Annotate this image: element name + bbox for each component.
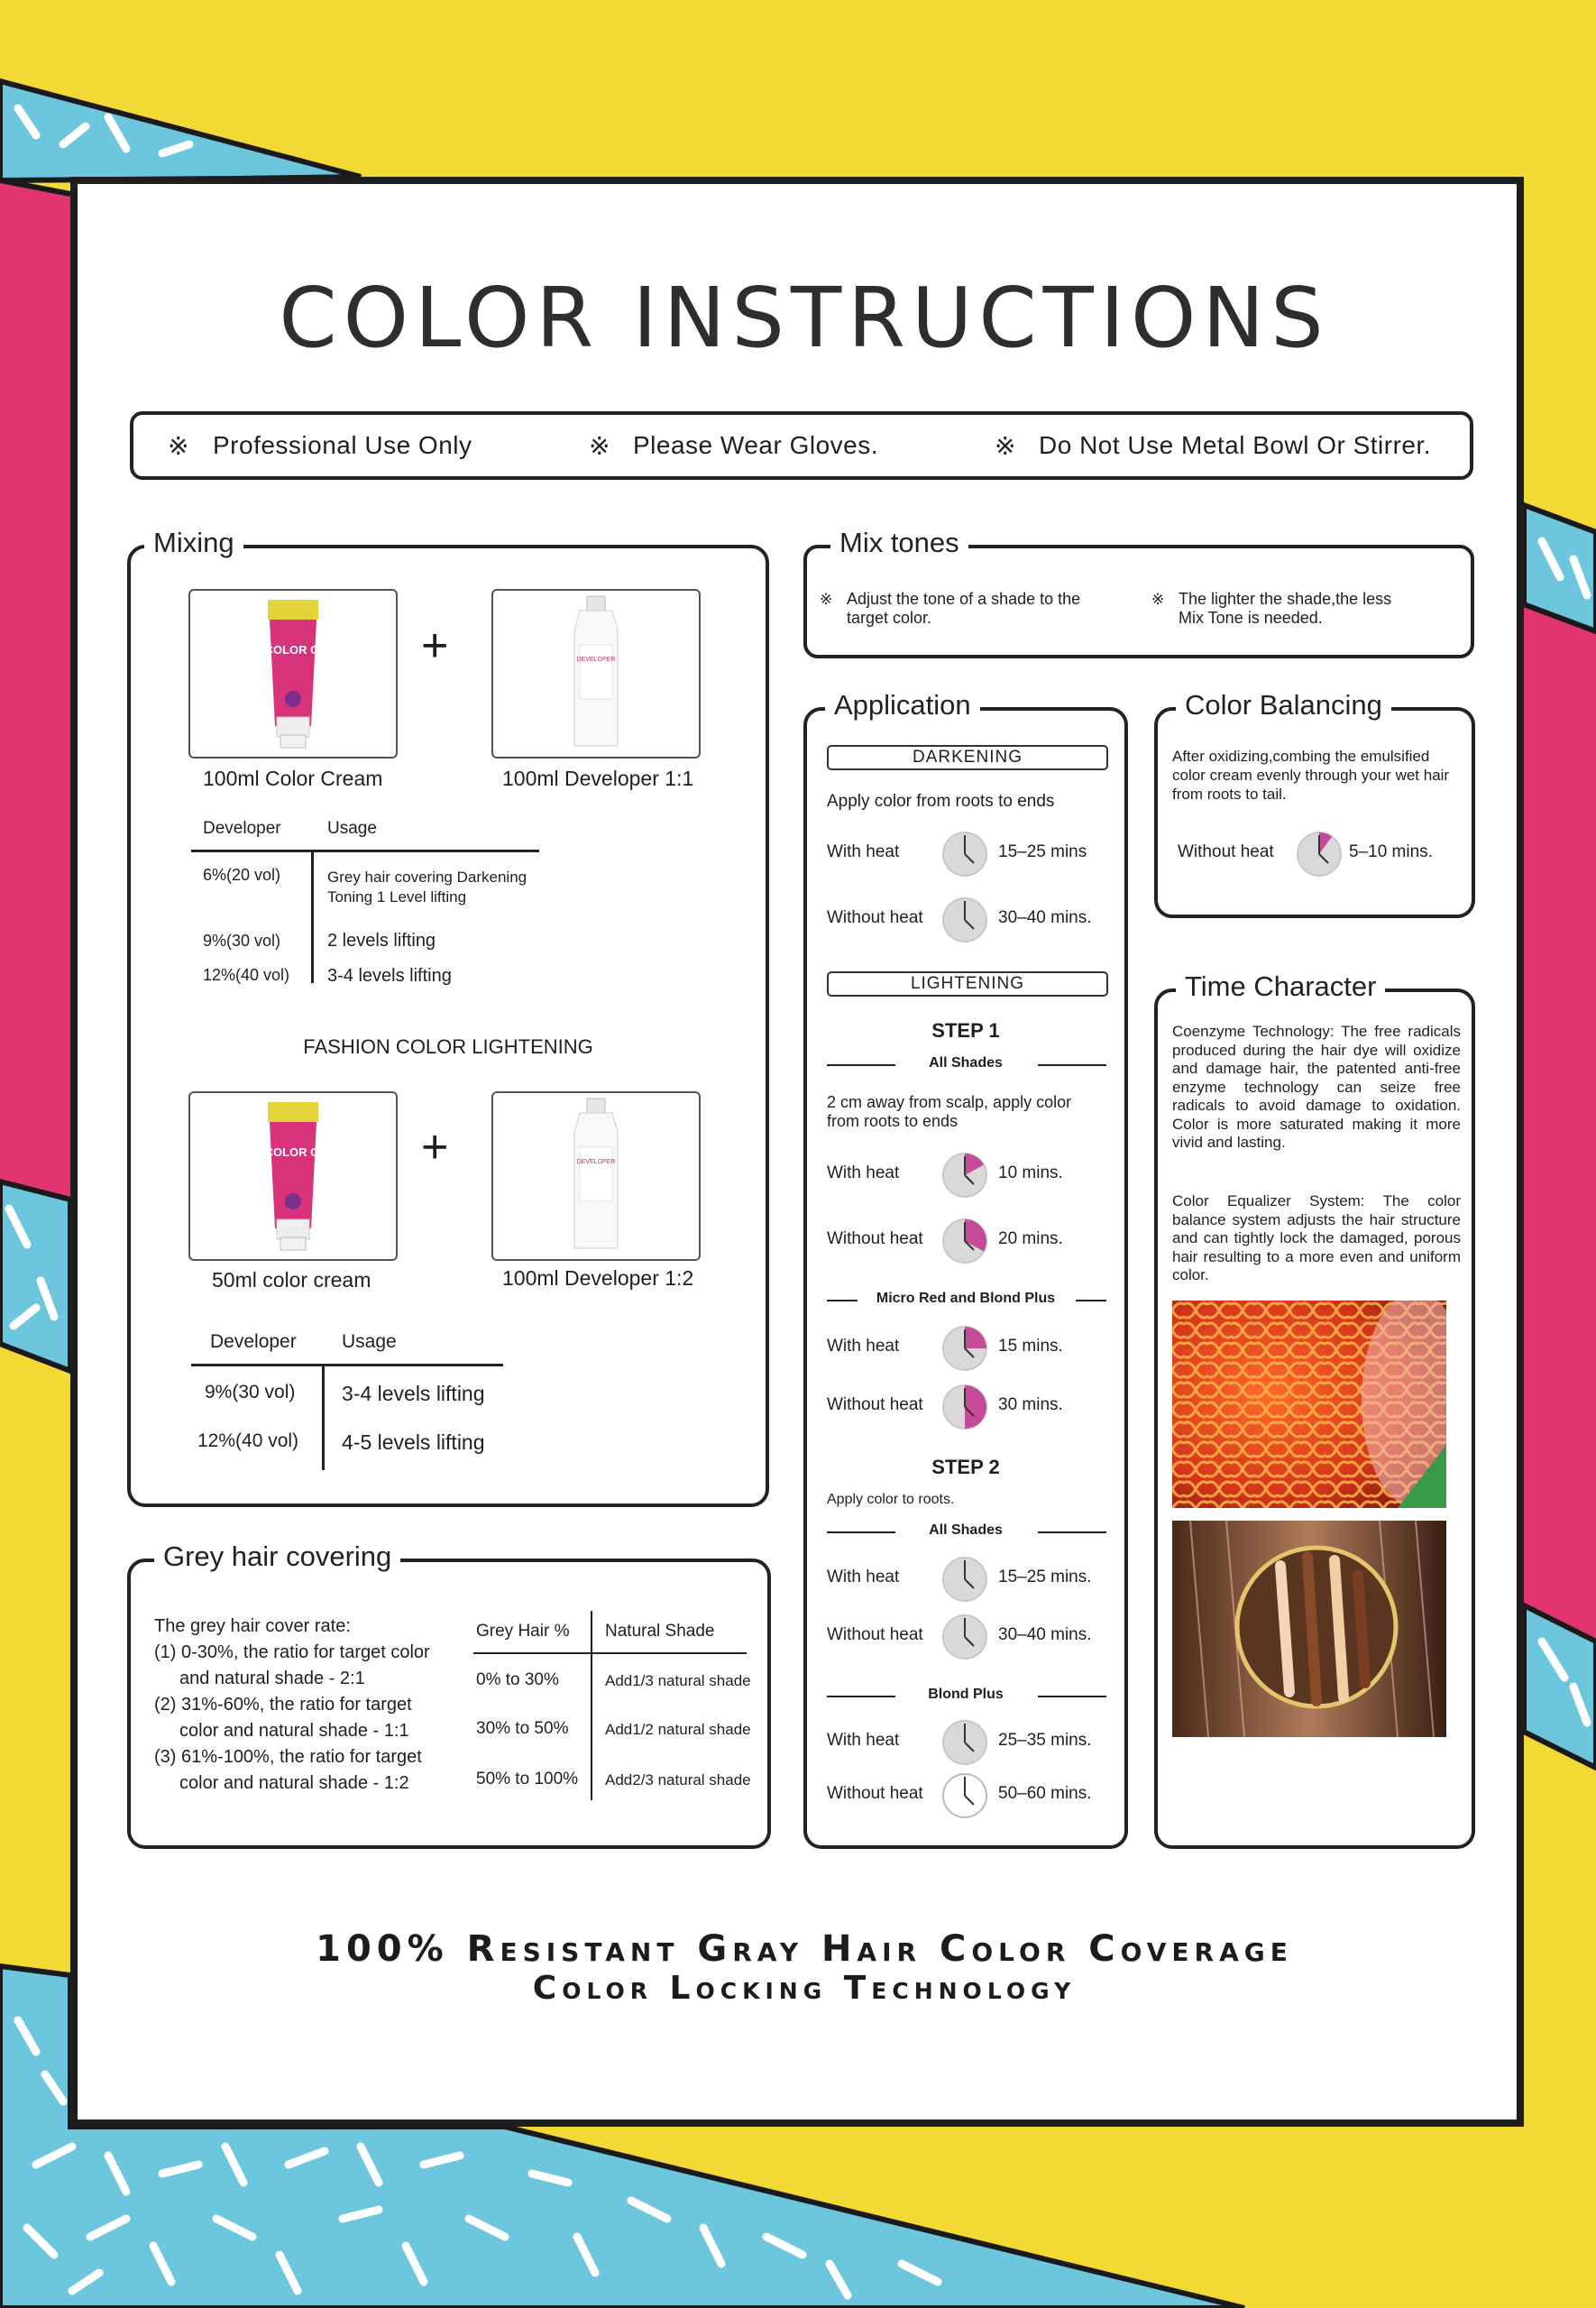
fashion-color-title: FASHION COLOR LIGHTENING xyxy=(303,1035,593,1058)
color-cream-tube-image xyxy=(188,589,398,759)
time-row-value: 30 mins. xyxy=(998,1395,1063,1414)
bottle-label-text: DEVELOPER xyxy=(576,657,616,663)
timer-fill xyxy=(965,1327,986,1348)
grey-hair-item: color and natural shade - 1:1 xyxy=(179,1721,409,1741)
table2-cell: 9%(30 vol) xyxy=(205,1382,296,1402)
table1-cell: Grey hair covering Darkening Toning 1 Level lifting xyxy=(327,869,527,906)
table2-cell: 4-5 levels lifting xyxy=(342,1430,485,1454)
mix-tones-section xyxy=(803,527,1474,658)
time-row-label: With heat xyxy=(827,1337,900,1356)
product3-label: 50ml color cream xyxy=(212,1268,371,1292)
notice-gloves: Please Wear Gloves. xyxy=(633,431,878,459)
developer-bottle-image xyxy=(491,589,701,759)
table1-cell: 3-4 levels lifting xyxy=(327,966,452,986)
grey-table-cell: Add1/2 natural shade xyxy=(605,1721,751,1738)
product4-label: 100ml Developer 1:2 xyxy=(502,1266,694,1290)
table2-cell: 3-4 levels lifting xyxy=(342,1382,485,1405)
application-legend: Application xyxy=(825,689,980,722)
time-row-value: 15–25 mins xyxy=(998,842,1087,861)
table1-cell: 9%(30 vol) xyxy=(203,932,281,950)
time-row-value: 15 mins. xyxy=(998,1337,1063,1356)
color-balancing-legend: Color Balancing xyxy=(1176,689,1391,722)
table1-column-divider xyxy=(311,850,314,983)
timer-clock-icon xyxy=(940,1555,989,1604)
timer-clock-icon xyxy=(940,1771,989,1820)
mix-tones-mark: ※ xyxy=(1151,591,1165,608)
notice-professional: Professional Use Only xyxy=(213,431,472,459)
timer-clock-icon xyxy=(940,1718,989,1767)
page-title: COLOR INSTRUCTIONS xyxy=(279,270,1330,366)
grey-hair-section xyxy=(127,1540,771,1849)
table1-cell: 12%(40 vol) xyxy=(203,966,290,984)
color-cream-tube-image xyxy=(188,1091,398,1261)
notice-bar xyxy=(130,411,1473,480)
coenzyme-text: Coenzyme Technology: The free radicals produced during the hair dye will oxidize and damage hair, the patented anti-free enzyme technology can seize free radicals to avoid damage to oxidation. Color is more saturated making it more vivid and lasting. xyxy=(1172,1023,1461,1151)
timer-clock-icon xyxy=(940,1383,989,1431)
mix-tones-legend: Mix tones xyxy=(830,527,968,559)
timer-clock-icon xyxy=(1295,830,1344,878)
table1-cell: 6%(20 vol) xyxy=(203,866,281,884)
grey-hair-item: and natural shade - 2:1 xyxy=(179,1669,365,1688)
timer-fill xyxy=(965,1385,986,1429)
all-shades-label: All Shades xyxy=(929,1522,1003,1538)
time-row-value: 20 mins. xyxy=(998,1229,1063,1248)
lightening-label: LIGHTENING xyxy=(827,971,1108,997)
table2-divider xyxy=(191,1364,503,1366)
darkening-instruction: Apply color from roots to ends xyxy=(827,792,1055,811)
step2-instruction: Apply color to roots. xyxy=(827,1492,955,1507)
table1-cell: 2 levels lifting xyxy=(327,931,436,951)
grey-hair-item: (2) 31%-60%, the ratio for target xyxy=(154,1695,412,1715)
micro-red-label: Micro Red and Blond Plus xyxy=(876,1291,1056,1306)
application-section xyxy=(803,689,1128,1849)
time-row-value: 30–40 mins. xyxy=(998,1625,1092,1644)
grey-table-divider xyxy=(473,1652,747,1654)
time-row-value: 50–60 mins. xyxy=(998,1784,1092,1803)
divider-line xyxy=(1038,1064,1106,1066)
grey-table-cell: 30% to 50% xyxy=(476,1719,569,1738)
grey-table-cell: 0% to 30% xyxy=(476,1670,559,1689)
timer-clock-icon xyxy=(940,830,989,878)
table1-header-usage: Usage xyxy=(327,819,377,838)
time-row-label: Without heat xyxy=(827,1625,923,1644)
divider-line xyxy=(1076,1300,1106,1301)
grey-hair-item: color and natural shade - 1:2 xyxy=(179,1773,409,1793)
darkening-label: DARKENING xyxy=(827,745,1108,770)
divider-line xyxy=(1038,1531,1106,1533)
time-character-section xyxy=(1154,970,1475,1849)
timer-clock-icon xyxy=(940,896,989,944)
time-row-value: 30–40 mins. xyxy=(998,908,1092,927)
table2-header-developer: Developer xyxy=(210,1331,297,1352)
mix-tones-note-1: Adjust the tone of a shade to the target color. xyxy=(847,590,1081,627)
time-row-label: Without heat xyxy=(827,908,923,927)
product2-label: 100ml Developer 1:1 xyxy=(502,767,694,790)
blond-plus-label: Blond Plus xyxy=(928,1687,1004,1702)
time-row-value: 10 mins. xyxy=(998,1163,1063,1182)
hair-strands-image xyxy=(1172,1521,1446,1737)
grey-table-cell: 50% to 100% xyxy=(476,1770,579,1788)
time-row-label: Without heat xyxy=(827,1395,923,1414)
time-row-value: 25–35 mins. xyxy=(998,1731,1092,1750)
notice-mark: ※ xyxy=(995,432,1016,460)
mixing-section xyxy=(127,527,769,1507)
grey-table-column-divider xyxy=(591,1611,592,1800)
notice-metal-bowl: Do Not Use Metal Bowl Or Stirrer. xyxy=(1039,431,1432,459)
mix-tones-mark: ※ xyxy=(820,591,833,608)
divider-line xyxy=(1038,1696,1106,1697)
bottle-label-text: DEVELOPER xyxy=(576,1159,616,1165)
timer-clock-icon xyxy=(940,1217,989,1265)
color-balancing-text: After oxidizing,combing the emulsified color cream evenly through your wet hair from roots to tail. xyxy=(1172,748,1450,803)
grey-hair-intro: The grey hair cover rate: xyxy=(154,1616,351,1636)
table1-divider xyxy=(191,850,539,852)
plus-sign: + xyxy=(421,1121,449,1173)
table2-column-divider xyxy=(322,1364,325,1470)
tube-brand-text: HAIR COLOR CREAM xyxy=(233,1145,353,1159)
grey-table-header: Natural Shade xyxy=(605,1622,715,1641)
step1-label: STEP 1 xyxy=(931,1019,1000,1042)
table2-header-usage: Usage xyxy=(342,1331,397,1352)
step2-label: STEP 2 xyxy=(931,1456,1000,1478)
time-row-label: With heat xyxy=(827,1163,900,1182)
tube-brand-text: HAIR COLOR CREAM xyxy=(233,643,353,657)
instruction-card xyxy=(70,177,1524,2127)
timer-clock-icon xyxy=(940,1613,989,1661)
grey-table-cell: Add2/3 natural shade xyxy=(605,1771,751,1788)
time-row-label: Without heat xyxy=(1178,842,1274,861)
grey-table-header: Grey Hair % xyxy=(476,1622,570,1641)
notice-mark: ※ xyxy=(589,432,610,460)
time-character-legend: Time Character xyxy=(1176,970,1385,1003)
product1-label: 100ml Color Cream xyxy=(203,767,383,790)
lightening-instruction: 2 cm away from scalp, apply color from roots to ends xyxy=(827,1093,1072,1130)
equalizer-text: Color Equalizer System: The color balance system adjusts the hair structure and can tightly lock the damaged, porous hair resulting to a more even and uniform color. xyxy=(1172,1192,1461,1283)
plus-sign: + xyxy=(421,620,449,672)
time-row-value: 5–10 mins. xyxy=(1349,842,1433,861)
time-row-label: With heat xyxy=(827,842,900,861)
time-row-value: 15–25 mins. xyxy=(998,1568,1092,1586)
notice-mark: ※ xyxy=(168,432,189,460)
timer-clock-icon xyxy=(940,1151,989,1200)
developer-bottle-image xyxy=(491,1091,701,1261)
table1-header-developer: Developer xyxy=(203,819,281,838)
grey-hair-item: (3) 61%-100%, the ratio for target xyxy=(154,1747,422,1767)
table2-cell: 12%(40 vol) xyxy=(197,1430,299,1451)
all-shades-label: All Shades xyxy=(929,1055,1003,1071)
time-row-label: Without heat xyxy=(827,1229,923,1248)
grey-hair-legend: Grey hair covering xyxy=(154,1540,400,1573)
grey-hair-item: (1) 0-30%, the ratio for target color xyxy=(154,1642,430,1662)
hair-dryer-image xyxy=(1172,1301,1446,1508)
footer-line-2: Color Locking Technology xyxy=(532,1970,1077,2007)
grey-table-cell: Add1/3 natural shade xyxy=(605,1672,751,1689)
timer-clock-icon xyxy=(940,1324,989,1373)
time-row-label: With heat xyxy=(827,1568,900,1586)
time-row-label: With heat xyxy=(827,1731,900,1750)
footer-line-1: 100% Resistant Gray Hair Color Coverage xyxy=(316,1928,1293,1970)
time-row-label: Without heat xyxy=(827,1784,923,1803)
mixing-legend: Mixing xyxy=(144,527,243,559)
mix-tones-note-2: The lighter the shade,the less Mix Tone is needed. xyxy=(1179,590,1392,627)
color-balancing-section xyxy=(1154,689,1475,918)
